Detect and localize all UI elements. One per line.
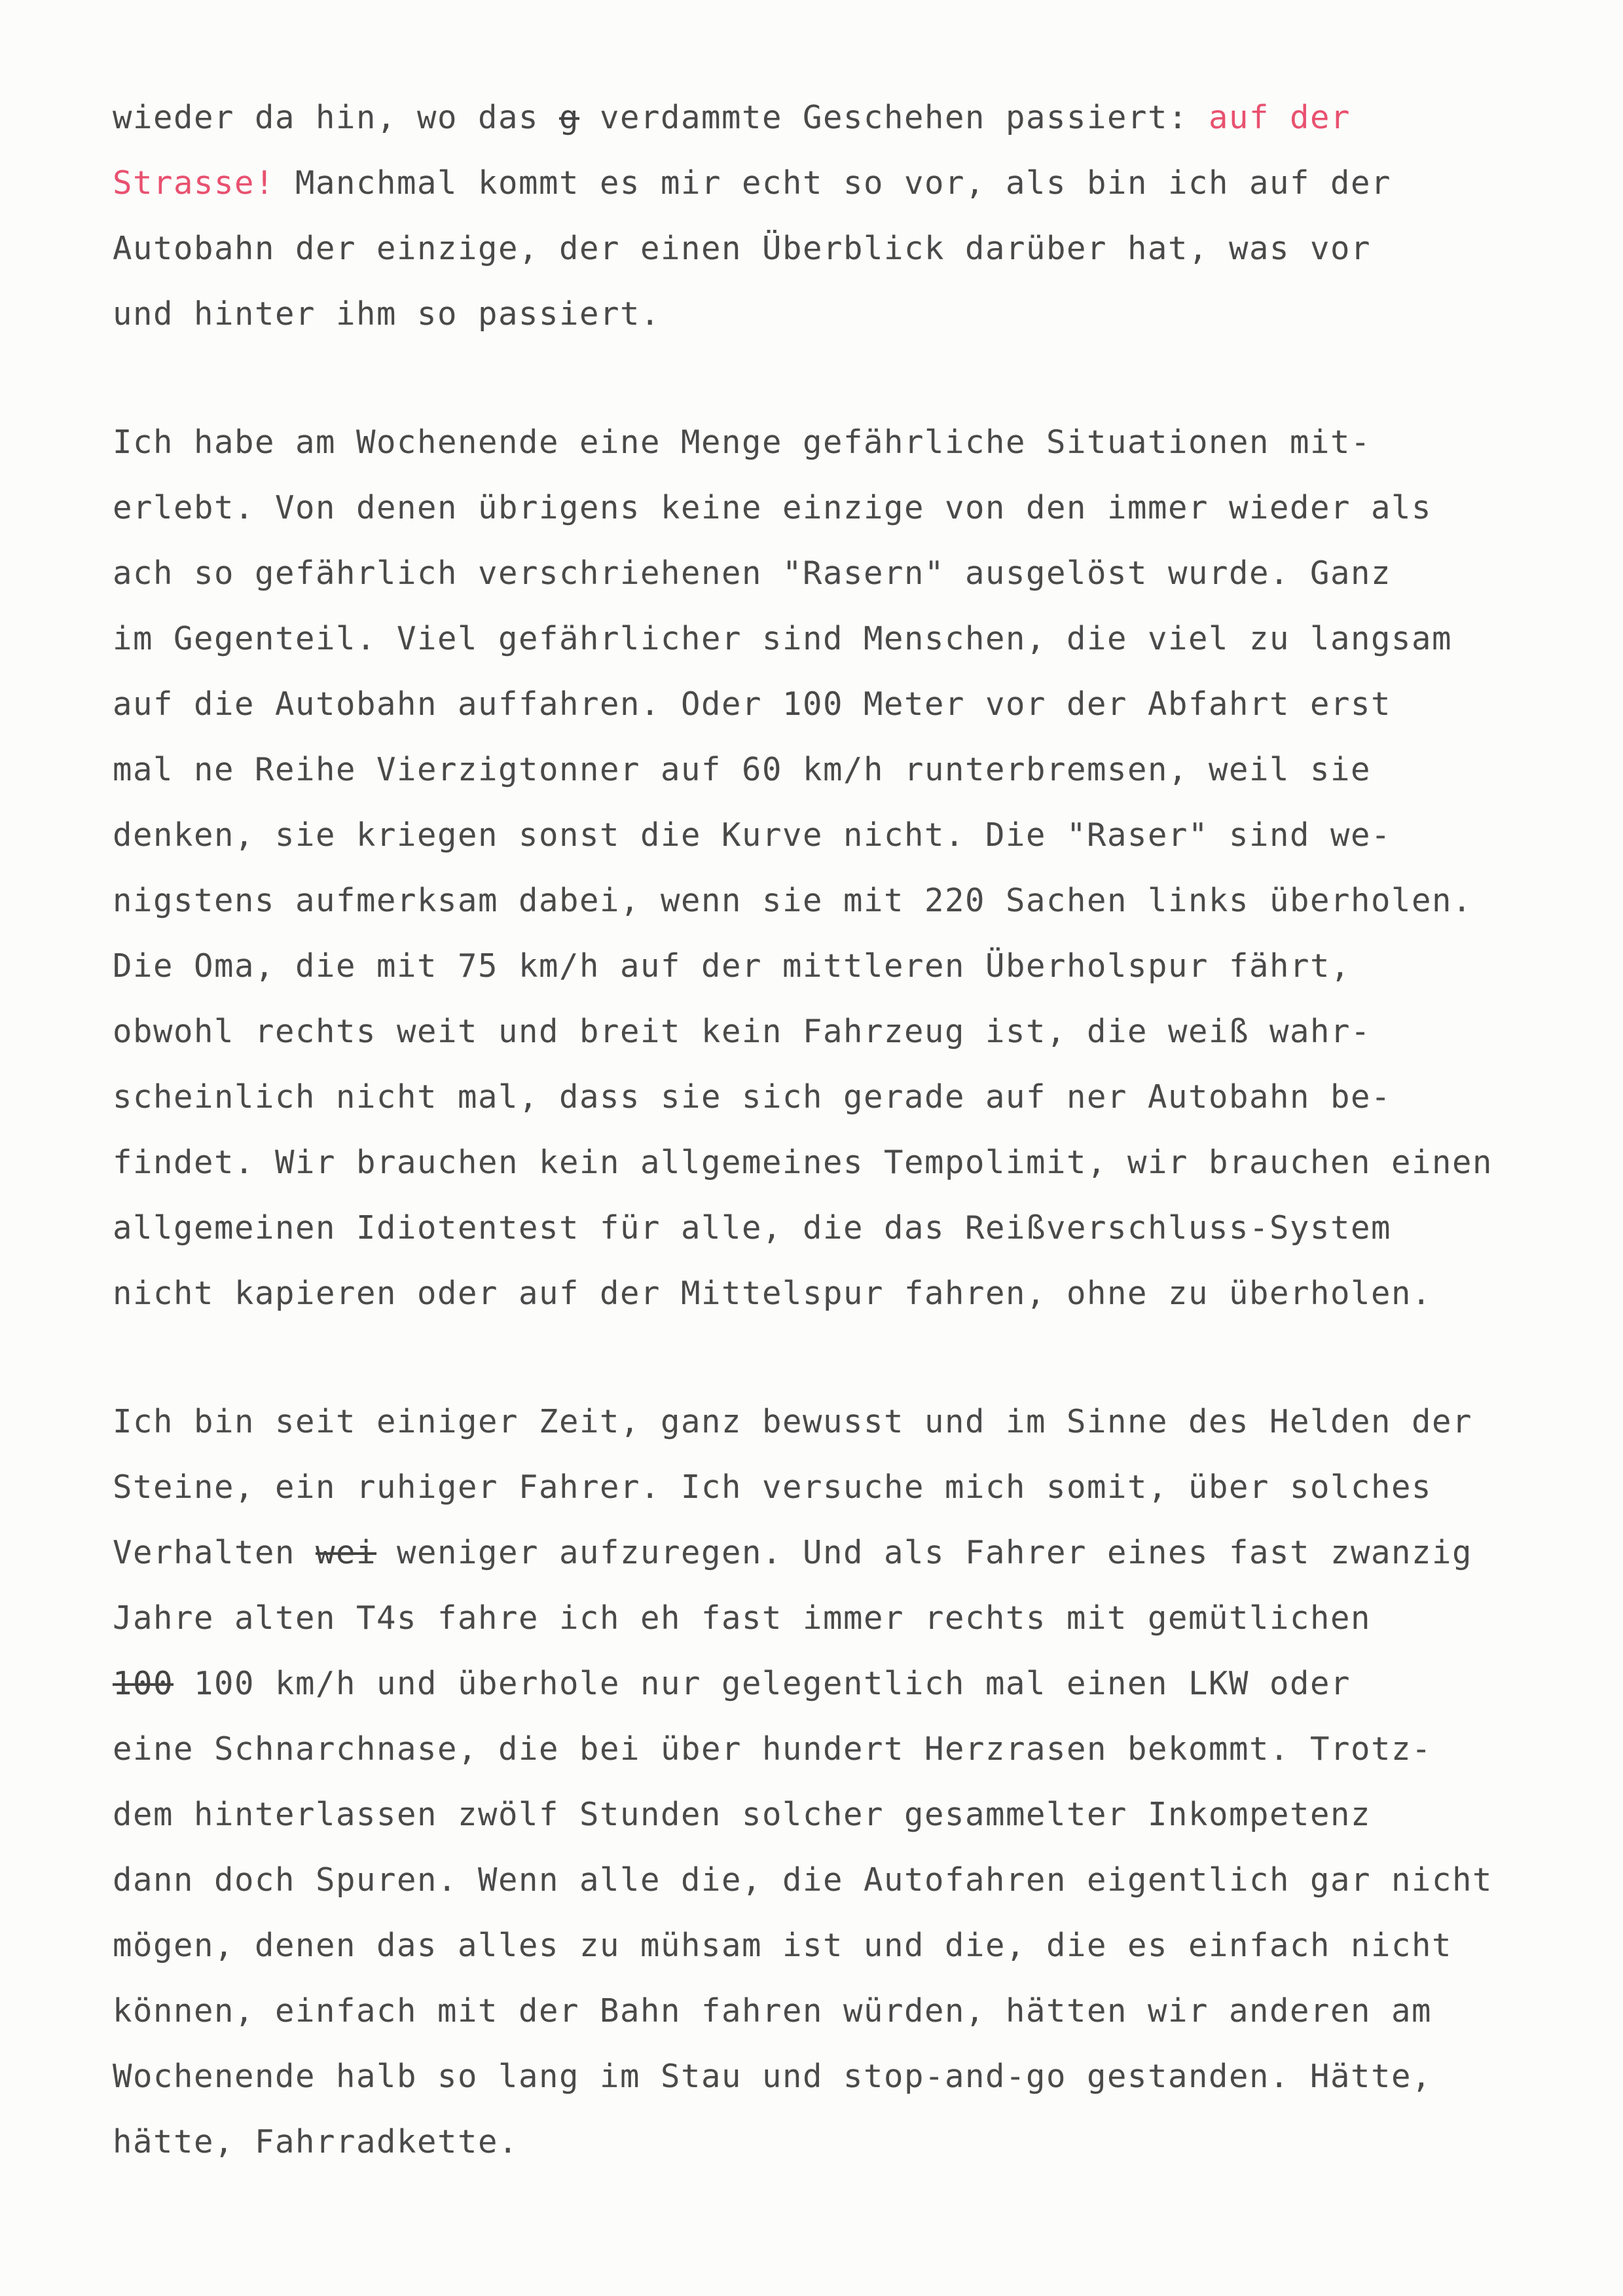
text-segment: Steine, ein ruhiger Fahrer. Ich versuche mich somit, über solches [113, 1468, 1432, 1506]
text-line [113, 164, 1391, 203]
text-line [113, 229, 1371, 268]
text-line [113, 1468, 1432, 1507]
text-line [113, 1402, 1472, 1442]
text-segment: nigstens aufmerksam dabei, wenn sie mit 220 Sachen links überholen. [113, 882, 1473, 919]
text-segment: ach so gefährlich verschriehenen "Rasern" ausgelöst wurde. Ganz [113, 555, 1392, 592]
text-segment: wieder da hin, wo das [113, 99, 560, 136]
text-line [113, 1012, 1371, 1051]
text-segment: verdammte Geschehen passiert: [579, 99, 1209, 136]
text-line [113, 1992, 1432, 2031]
text-segment: findet. Wir brauchen kein allgemeines Tempolimit, wir brauchen einen [113, 1144, 1493, 1181]
text-segment: Manchmal kommt es mir echt so vor, als bin ich auf der [275, 164, 1392, 202]
text-line [113, 1861, 1493, 1900]
highlighted-text: auf der [1209, 99, 1351, 136]
text-segment: denken, sie kriegen sonst die Kurve nicht. Die "Raser" sind we- [113, 816, 1392, 854]
text-line [113, 1274, 1432, 1313]
text-segment: im Gegenteil. Viel gefährlicher sind Menschen, die viel zu langsam [113, 620, 1453, 657]
text-segment: und hinter ihm so passiert. [113, 295, 661, 333]
text-segment: mal ne Reihe Vierzigtonner auf 60 km/h runterbremsen, weil sie [113, 751, 1372, 788]
text-segment: Jahre alten T4s fahre ich eh fast immer rechts mit gemütlichen [113, 1599, 1372, 1637]
struck-out-text: 100 [113, 1665, 174, 1702]
text-line [113, 1143, 1493, 1182]
text-line [113, 1730, 1432, 1769]
text-segment: Verhalten [113, 1534, 316, 1571]
text-segment: dann doch Spuren. Wenn alle die, die Autofahren eigentlich gar nicht [113, 1861, 1493, 1899]
text-segment: allgemeinen Idiotentest für alle, die das Reißverschluss-System [113, 1209, 1392, 1247]
text-segment: können, einfach mit der Bahn fahren würden, hätten wir anderen am [113, 1992, 1432, 2030]
text-segment: weniger aufzuregen. Und als Fahrer eines fast zwanzig [376, 1534, 1473, 1571]
text-segment: 100 km/h und überhole nur gelegentlich mal einen LKW oder [173, 1665, 1351, 1702]
text-line [113, 1926, 1452, 1965]
text-segment: mögen, denen das alles zu mühsam ist und die, die es einfach nicht [113, 1927, 1453, 1964]
text-line [113, 1599, 1371, 1638]
text-segment: dem hinterlassen zwölf Stunden solcher gesammelter Inkompetenz [113, 1796, 1372, 1833]
text-segment: nicht kapieren oder auf der Mittelspur fahren, ohne zu überholen. [113, 1275, 1432, 1312]
text-line [113, 619, 1452, 659]
text-segment: Autobahn der einzige, der einen Überblick darüber hat, was vor [113, 230, 1372, 267]
text-line [113, 423, 1371, 462]
text-segment: obwohl rechts weit und breit kein Fahrzeug ist, die weiß wahr- [113, 1013, 1372, 1050]
text-segment: hätte, Fahrradkette. [113, 2123, 519, 2160]
text-line [113, 1078, 1391, 1117]
text-line [113, 1664, 1351, 1704]
struck-out-text: g [559, 99, 580, 136]
text-line [113, 1209, 1391, 1248]
highlighted-text: Strasse! [113, 164, 276, 202]
text-line [113, 2057, 1432, 2096]
text-segment: Ich bin seit einiger Zeit, ganz bewusst und im Sinne des Helden der [113, 1403, 1473, 1440]
struck-out-text: wei [316, 1534, 377, 1571]
text-line [113, 881, 1472, 920]
text-line [113, 295, 661, 334]
text-segment: eine Schnarchnase, die bei über hundert Herzrasen bekommt. Trotz- [113, 1730, 1432, 1768]
text-segment: Ich habe am Wochenende eine Menge gefährliche Situationen mit- [113, 424, 1372, 461]
text-segment: Die Oma, die mit 75 km/h auf der mittleren Überholspur fährt, [113, 947, 1351, 985]
text-segment: scheinlich nicht mal, dass sie sich gerade auf ner Autobahn be- [113, 1078, 1392, 1116]
text-line [113, 488, 1432, 528]
text-line [113, 1533, 1472, 1573]
text-line [113, 685, 1391, 724]
text-line [113, 98, 1351, 137]
text-segment: auf die Autobahn auffahren. Oder 100 Meter vor der Abfahrt erst [113, 685, 1392, 723]
text-line [113, 947, 1351, 986]
text-segment: Wochenende halb so lang im Stau und stop-and-go gestanden. Hätte, [113, 2058, 1432, 2095]
text-line [113, 2123, 519, 2162]
text-line [113, 750, 1371, 790]
text-segment: erlebt. Von denen übrigens keine einzige von den immer wieder als [113, 489, 1432, 526]
text-line [113, 1795, 1371, 1834]
text-line [113, 554, 1391, 593]
text-line [113, 816, 1391, 855]
